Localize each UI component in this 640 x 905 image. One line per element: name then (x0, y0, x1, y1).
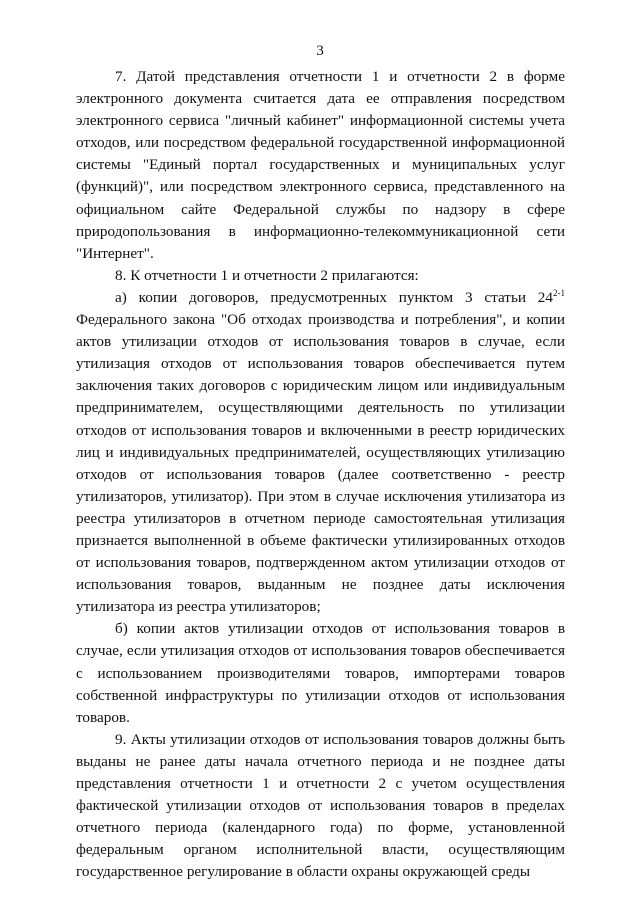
paragraph-7: 7. Датой представления отчетности 1 и отчетности 2 в форме электронного документа считается дата ее отправления посредством электронного сервиса "личный кабинет" информационной системы учета отходов, или посредством федеральной государственной информационной системы "Единый портал государственных и муниципальных услуг (функций)", или посредством электронного сервиса, представленного на официальном сайте Федеральной службы по надзору в сфере природопользования в информационно-телекоммуникационной сети "Интернет". (76, 68, 565, 262)
paragraph-9: 9. Акты утилизации отходов от использования товаров должны быть выданы не ранее даты начала отчетного периода и не позднее даты представления отчетности 1 и отчетности 2 с учетом осуществления фактической утилизации отходов от использования товаров в пределах отчетного периода (календарного года) по форме, установленной федеральным органом исполнительной власти, осуществляющим государственное регулирование в области охраны окружающей среды (76, 730, 565, 881)
paragraph-8a (76, 287, 565, 618)
article-superscript: 2-1 (553, 287, 565, 298)
paragraph-8: 8. К отчетности 1 и отчетности 2 прилагаются: (115, 266, 419, 284)
page-number: 3 (316, 42, 324, 59)
paragraph-8a-text-start: а) копии договоров, предусмотренных пунктом 3 статьи 24 (115, 288, 553, 306)
paragraph-8a-text-end: Федерального закона "Об отходах производства и потребления", и копии актов утилизации отходов от использования товаров в случае, если утилизация отходов от использования товаров обеспечивается путем заключения таких договоров с юридическим лицом или индивидуальным предпринимателем, осуществляющими деятельность по утилизации отходов от использования товаров и включенными в реестр юридических лиц и индивидуальных предпринимателей, осуществляющих утилизацию отходов от использования товаров (далее соответственно - реестр утилизаторов, утилизатор). При этом в случае исключения утилизатора из реестра утилизаторов в отчетном периоде самостоятельная утилизация признается выполненной в объеме фактически утилизированных отходов от использования товаров, подтвержденном актом утилизации отходов от использования товаров, выданным не позднее даты исключения утилизатора из реестра утилизаторов; (76, 311, 565, 616)
document-body (76, 66, 565, 883)
paragraph-8b: б) копии актов утилизации отходов от использования товаров в случае, если утилизация отходов от использования товаров обеспечивается с использованием производителями товаров, импортерами товаров собственной инфраструктуры по утилизации отходов от использования товаров. (76, 620, 565, 726)
